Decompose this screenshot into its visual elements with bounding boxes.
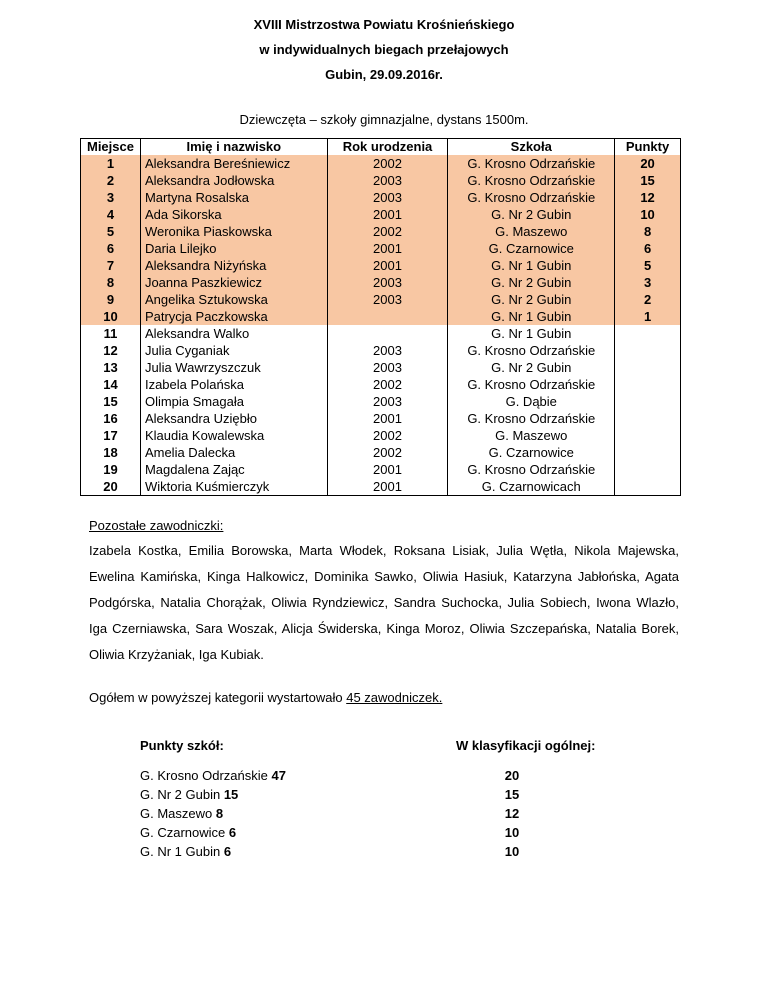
list-item — [140, 766, 286, 785]
position-cell: 12 — [81, 342, 141, 359]
position-cell: 11 — [81, 325, 141, 342]
birth-year-cell: 2001 — [327, 257, 448, 274]
school-cell: G. Krosno Odrzańskie — [448, 376, 615, 393]
table-row — [81, 410, 681, 427]
school-points-list — [140, 766, 286, 861]
points-cell: 8 — [615, 223, 681, 240]
name-cell: Ada Sikorska — [140, 206, 327, 223]
table-row — [81, 223, 681, 240]
table-row — [81, 206, 681, 223]
position-cell: 19 — [81, 461, 141, 478]
birth-year-cell — [327, 325, 448, 342]
others-heading: Pozostałe zawodniczki: — [89, 518, 224, 533]
points-cell: 1 — [615, 308, 681, 325]
name-cell: Aleksandra Walko — [140, 325, 327, 342]
table-row — [81, 393, 681, 410]
overall-value: 10 — [504, 825, 520, 840]
points-cell: 10 — [615, 206, 681, 223]
points-cell: 12 — [615, 189, 681, 206]
birth-year-cell: 2001 — [327, 206, 448, 223]
name-cell: Klaudia Kowalewska — [140, 427, 327, 444]
position-cell: 10 — [81, 308, 141, 325]
school-name: G. Maszewo — [140, 806, 216, 821]
points-cell: 3 — [615, 274, 681, 291]
points-cell: 6 — [615, 240, 681, 257]
position-cell: 16 — [81, 410, 141, 427]
position-cell: 5 — [81, 223, 141, 240]
table-row — [81, 189, 681, 206]
table-row — [81, 461, 681, 478]
header-birth-year: Rok urodzenia — [327, 139, 448, 156]
school-cell: G. Nr 1 Gubin — [448, 257, 615, 274]
school-name: G. Nr 2 Gubin — [140, 787, 224, 802]
school-cell: G. Krosno Odrzańskie — [448, 461, 615, 478]
school-cell: G. Nr 1 Gubin — [448, 308, 615, 325]
birth-year-cell: 2003 — [327, 172, 448, 189]
table-row — [81, 325, 681, 342]
name-cell: Weronika Piaskowska — [140, 223, 327, 240]
school-cell: G. Krosno Odrzańskie — [448, 189, 615, 206]
points-cell — [615, 410, 681, 427]
birth-year-cell: 2003 — [327, 359, 448, 376]
birth-year-cell: 2002 — [327, 444, 448, 461]
table-row — [81, 478, 681, 496]
results-body — [81, 155, 681, 496]
name-cell: Aleksandra Bereśniewicz — [140, 155, 327, 172]
document-header — [0, 12, 768, 87]
summary-text: Ogółem w powyższej kategorii wystartowało — [89, 690, 347, 705]
school-cell: G. Nr 1 Gubin — [448, 325, 615, 342]
points-cell — [615, 427, 681, 444]
title-line-3: Gubin, 29.09.2016r. — [325, 67, 443, 82]
points-cell: 20 — [615, 155, 681, 172]
school-points: 8 — [215, 806, 224, 821]
school-cell: G. Nr 2 Gubin — [448, 274, 615, 291]
position-cell: 20 — [81, 478, 141, 496]
overall-value: 20 — [504, 768, 520, 783]
table-row — [81, 444, 681, 461]
table-row — [81, 257, 681, 274]
school-cell: G. Nr 2 Gubin — [448, 291, 615, 308]
school-points: 6 — [223, 844, 232, 859]
school-points: 47 — [271, 768, 286, 783]
table-row — [81, 274, 681, 291]
birth-year-cell: 2002 — [327, 427, 448, 444]
position-cell: 14 — [81, 376, 141, 393]
birth-year-cell: 2003 — [327, 291, 448, 308]
points-cell — [615, 359, 681, 376]
school-cell: G. Krosno Odrzańskie — [448, 155, 615, 172]
table-row — [81, 308, 681, 325]
name-cell: Amelia Dalecka — [140, 444, 327, 461]
birth-year-cell: 2002 — [327, 155, 448, 172]
table-row — [81, 155, 681, 172]
position-cell: 9 — [81, 291, 141, 308]
name-cell: Magdalena Zając — [140, 461, 327, 478]
school-cell: G. Czarnowice — [448, 240, 615, 257]
school-name: G. Czarnowice — [140, 825, 229, 840]
position-cell: 17 — [81, 427, 141, 444]
title-line-1: XVIII Mistrzostwa Powiatu Krośnieńskiego — [253, 17, 515, 32]
birth-year-cell: 2002 — [327, 223, 448, 240]
birth-year-cell: 2001 — [327, 240, 448, 257]
name-cell: Julia Wawrzyszczuk — [140, 359, 327, 376]
list-item — [140, 785, 286, 804]
points-cell — [615, 325, 681, 342]
position-cell: 2 — [81, 172, 141, 189]
school-cell: G. Czarnowicach — [448, 478, 615, 496]
points-cell — [615, 444, 681, 461]
table-header-row — [81, 139, 681, 156]
points-cell — [615, 478, 681, 496]
points-cell: 2 — [615, 291, 681, 308]
name-cell: Aleksandra Niżyńska — [140, 257, 327, 274]
birth-year-cell: 2003 — [327, 189, 448, 206]
points-cell — [615, 342, 681, 359]
name-cell: Angelika Sztukowska — [140, 291, 327, 308]
header-school: Szkoła — [448, 139, 615, 156]
points-cell: 15 — [615, 172, 681, 189]
name-cell: Olimpia Smagała — [140, 393, 327, 410]
summary-count: 45 zawodniczek. — [346, 690, 443, 705]
position-cell: 1 — [81, 155, 141, 172]
school-points: 6 — [228, 825, 237, 840]
school-cell: G. Krosno Odrzańskie — [448, 342, 615, 359]
name-cell: Izabela Polańska — [140, 376, 327, 393]
list-item — [140, 823, 286, 842]
position-cell: 3 — [81, 189, 141, 206]
name-cell: Daria Lilejko — [140, 240, 327, 257]
birth-year-cell: 2001 — [327, 478, 448, 496]
points-cell — [615, 461, 681, 478]
school-cell: G. Maszewo — [448, 427, 615, 444]
list-item — [140, 804, 286, 823]
name-cell: Patrycja Paczkowska — [140, 308, 327, 325]
birth-year-cell: 2003 — [327, 342, 448, 359]
birth-year-cell: 2001 — [327, 461, 448, 478]
points-cell — [615, 393, 681, 410]
school-points-heading: Punkty szkół: — [140, 738, 224, 753]
birth-year-cell: 2003 — [327, 274, 448, 291]
overall-value: 10 — [504, 844, 520, 859]
school-cell: G. Nr 2 Gubin — [448, 359, 615, 376]
name-cell: Aleksandra Uziębło — [140, 410, 327, 427]
table-row — [81, 427, 681, 444]
school-cell: G. Maszewo — [448, 223, 615, 240]
others-list: Izabela Kostka, Emilia Borowska, Marta Włodek, Roksana Lisiak, Julia Wętła, Nikola Majewska, Ewelina Kamińska, Kinga Halkowicz, Dominika Sawko, Oliwia Hasiuk, Katarzyna Jabłońska, Agata Podgórska, Natalia Chorążak, Oliwia Ryndziewicz, Sandra Suchocka, Julia Sobiech, Iwona Wlazło, Iga Czerniawska, Sara Woszak, Alicja Świderska, Kinga Moroz, Oliwia Szczepańska, Natalia Borek, Oliwia Krzyżaniak, Iga Kubiak. — [89, 543, 679, 662]
table-row — [81, 359, 681, 376]
birth-year-cell — [327, 308, 448, 325]
overall-value: 12 — [504, 806, 520, 821]
school-points: 15 — [223, 787, 239, 802]
birth-year-cell: 2002 — [327, 376, 448, 393]
name-cell: Martyna Rosalska — [140, 189, 327, 206]
overall-heading: W klasyfikacji ogólnej: — [456, 738, 596, 753]
table-row — [81, 240, 681, 257]
table-row — [81, 342, 681, 359]
name-cell: Joanna Paszkiewicz — [140, 274, 327, 291]
position-cell: 4 — [81, 206, 141, 223]
birth-year-cell: 2003 — [327, 393, 448, 410]
name-cell: Wiktoria Kuśmierczyk — [140, 478, 327, 496]
birth-year-cell: 2001 — [327, 410, 448, 427]
header-position: Miejsce — [81, 139, 141, 156]
points-cell: 5 — [615, 257, 681, 274]
overall-points-list — [492, 766, 532, 861]
list-item — [140, 842, 286, 861]
position-cell: 8 — [81, 274, 141, 291]
school-name: G. Krosno Odrzańskie — [140, 768, 272, 783]
school-cell: G. Dąbie — [448, 393, 615, 410]
name-cell: Julia Cyganiak — [140, 342, 327, 359]
participants-summary — [89, 690, 442, 705]
position-cell: 13 — [81, 359, 141, 376]
table-row — [81, 376, 681, 393]
school-name: G. Nr 1 Gubin — [140, 844, 224, 859]
school-cell: G. Czarnowice — [448, 444, 615, 461]
table-row — [81, 172, 681, 189]
position-cell: 18 — [81, 444, 141, 461]
header-points: Punkty — [615, 139, 681, 156]
name-cell: Aleksandra Jodłowska — [140, 172, 327, 189]
points-cell — [615, 376, 681, 393]
results-table — [80, 138, 681, 496]
school-cell: G. Krosno Odrzańskie — [448, 172, 615, 189]
category-subtitle: Dziewczęta – szkoły gimnazjalne, dystans 1500m. — [239, 112, 529, 127]
overall-value: 15 — [504, 787, 520, 802]
table-row — [81, 291, 681, 308]
position-cell: 15 — [81, 393, 141, 410]
title-line-2: w indywidualnych biegach przełajowych — [259, 42, 509, 57]
school-cell: G. Nr 2 Gubin — [448, 206, 615, 223]
school-cell: G. Krosno Odrzańskie — [448, 410, 615, 427]
position-cell: 6 — [81, 240, 141, 257]
position-cell: 7 — [81, 257, 141, 274]
header-name: Imię i nazwisko — [140, 139, 327, 156]
